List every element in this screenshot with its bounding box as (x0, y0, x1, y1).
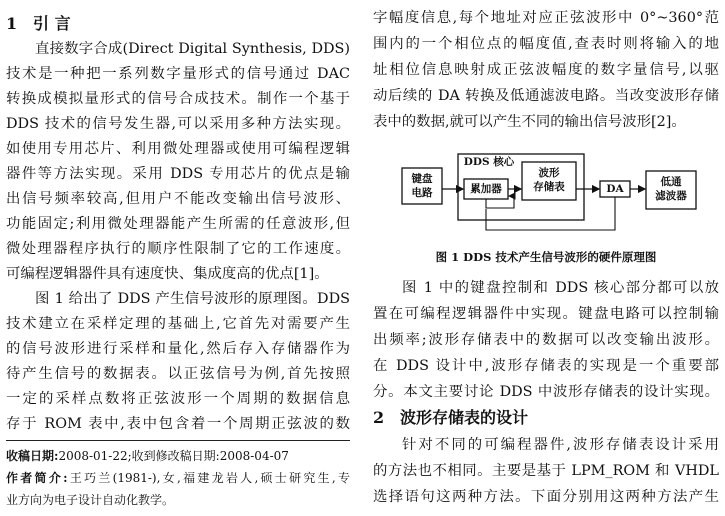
body-line: 可编程逻辑器件具有速度快、集成度高的优点[1]。 (6, 266, 329, 282)
body-line: 出信号频率较高,但用户不能改变输出信号波形、 (6, 191, 350, 207)
body-line: 器件等方法实现。采用 DDS 专用芯片的优点是输 (6, 166, 350, 182)
body-line: 选择语句这两种方法。下面分别用这两种方法产生 (373, 489, 719, 505)
received-label: 收稿日期: (6, 449, 59, 463)
body-line: 的信号波形进行采样和量化,然后存入存储器作为 (6, 341, 350, 357)
body-line: 针对不同的可编程器件,波形存储表设计采用 (402, 437, 719, 453)
section-2-number: 2 (373, 408, 385, 427)
waveform-label-line-2: 存储表 (533, 181, 565, 193)
section-1-heading (6, 12, 350, 36)
body-line: 围内的一个相位点的幅度值,查表时则将输入的地 (373, 36, 719, 52)
body-line: 如使用专用芯片、利用微处理器或使用可编程逻辑 (6, 141, 350, 157)
body-line: 出频率;波形存储表中的数据可以改变输出波形。 (373, 332, 719, 348)
body-line: 技术是一种把一系列数字量形式的信号通过 DAC (6, 66, 350, 82)
body-line: 技术建立在采样定理的基础上,它首先对需要产生 (6, 316, 350, 332)
body-line: 一定的采样点数将正弦波形一个周期的数据信息 (6, 391, 350, 407)
body-line: 址相位信息映射成正弦波幅度的数字量信号,以驱 (373, 62, 719, 78)
footnote-rule (6, 440, 350, 441)
body-line: 的方法也不相同。主要是基于 LPM_ROM 和 VHDL (373, 463, 719, 479)
accumulator-label: 累加器 (470, 183, 502, 195)
footnote-author (6, 468, 350, 489)
section-2-heading (373, 406, 719, 430)
body-line: 待产生信号的数据表。以正弦信号为例,首先按照 (6, 366, 350, 382)
da-label: DA (606, 183, 624, 195)
keyboard-label-line-2: 电路 (411, 187, 433, 199)
body-line: 表中的数据,就可以产生不同的输出信号波形[2]。 (373, 114, 686, 130)
body-line: 图 1 给出了 DDS 产生信号波形的原理图。DDS (35, 291, 350, 307)
waveform-label-line-1: 波形 (538, 167, 560, 179)
body-line: DDS 技术的信号发生器,可以采用多种方法实现。 (6, 116, 350, 132)
received-text: 2008-01-22;收到修改稿日期:2008-04-07 (58, 449, 289, 463)
section-1-title: 引 言 (33, 14, 71, 33)
figure-1-caption: 图 1 DDS 技术产生信号波形的硬件原理图 (435, 250, 657, 264)
body-line: 动后续的 DA 转换及低通滤波电路。当改变波形存储 (373, 88, 719, 104)
section-1-number: 1 (6, 14, 18, 33)
accumulator-feedback (486, 196, 514, 208)
author-label: 作者简介: (6, 471, 68, 485)
section-2-title: 波形存储表的设计 (400, 408, 529, 427)
body-line: 转换成模拟量形式的信号合成技术。制作一个基于 (6, 91, 350, 107)
dds-core-label: DDS 核心 (463, 156, 515, 168)
keyboard-label-line-1: 键盘 (411, 173, 433, 185)
body-line: 功能固定;利用微处理器能产生所需的任意波形,但 (6, 216, 350, 232)
body-line: 分。本文主要讨论 DDS 中波形存储表的设计实现。 (373, 384, 719, 400)
figure-1-diagram (394, 152, 704, 238)
body-line: 置在可编程逻辑器件中实现。键盘电路可以控制输 (373, 306, 719, 322)
waveform-label (522, 166, 576, 194)
keyboard-label (402, 172, 442, 200)
body-line: 微处理器程序执行的顺序性限制了它的工作速度。 (6, 241, 350, 257)
body-line: 图 1 中的键盘控制和 DDS 核心部分都可以放 (402, 280, 719, 296)
lowpass-label-line-1: 低通 (660, 176, 682, 188)
body-line: 字幅度信息,每个地址对应正弦波形中 0°~360°范 (373, 10, 719, 26)
body-line: 存于 ROM 表中,表中包含着一个周期正弦波的数 (6, 416, 350, 432)
lowpass-label-line-2: 滤波器 (655, 190, 687, 202)
body-line: 直接数字合成(Direct Digital Synthesis, DDS) (35, 41, 350, 57)
clock-line (486, 197, 615, 230)
body-line: 在 DDS 设计中,波形存储表的实现是一个重要部 (373, 358, 719, 374)
lowpass-label (646, 175, 696, 203)
footnote-received (6, 446, 350, 467)
author-line-1: 王巧兰(1981-),女,福建龙岩人,硕士研究生,专 (67, 471, 350, 485)
footnote-author-cont: 业方向为电子设计自动化教学。 (6, 493, 175, 507)
